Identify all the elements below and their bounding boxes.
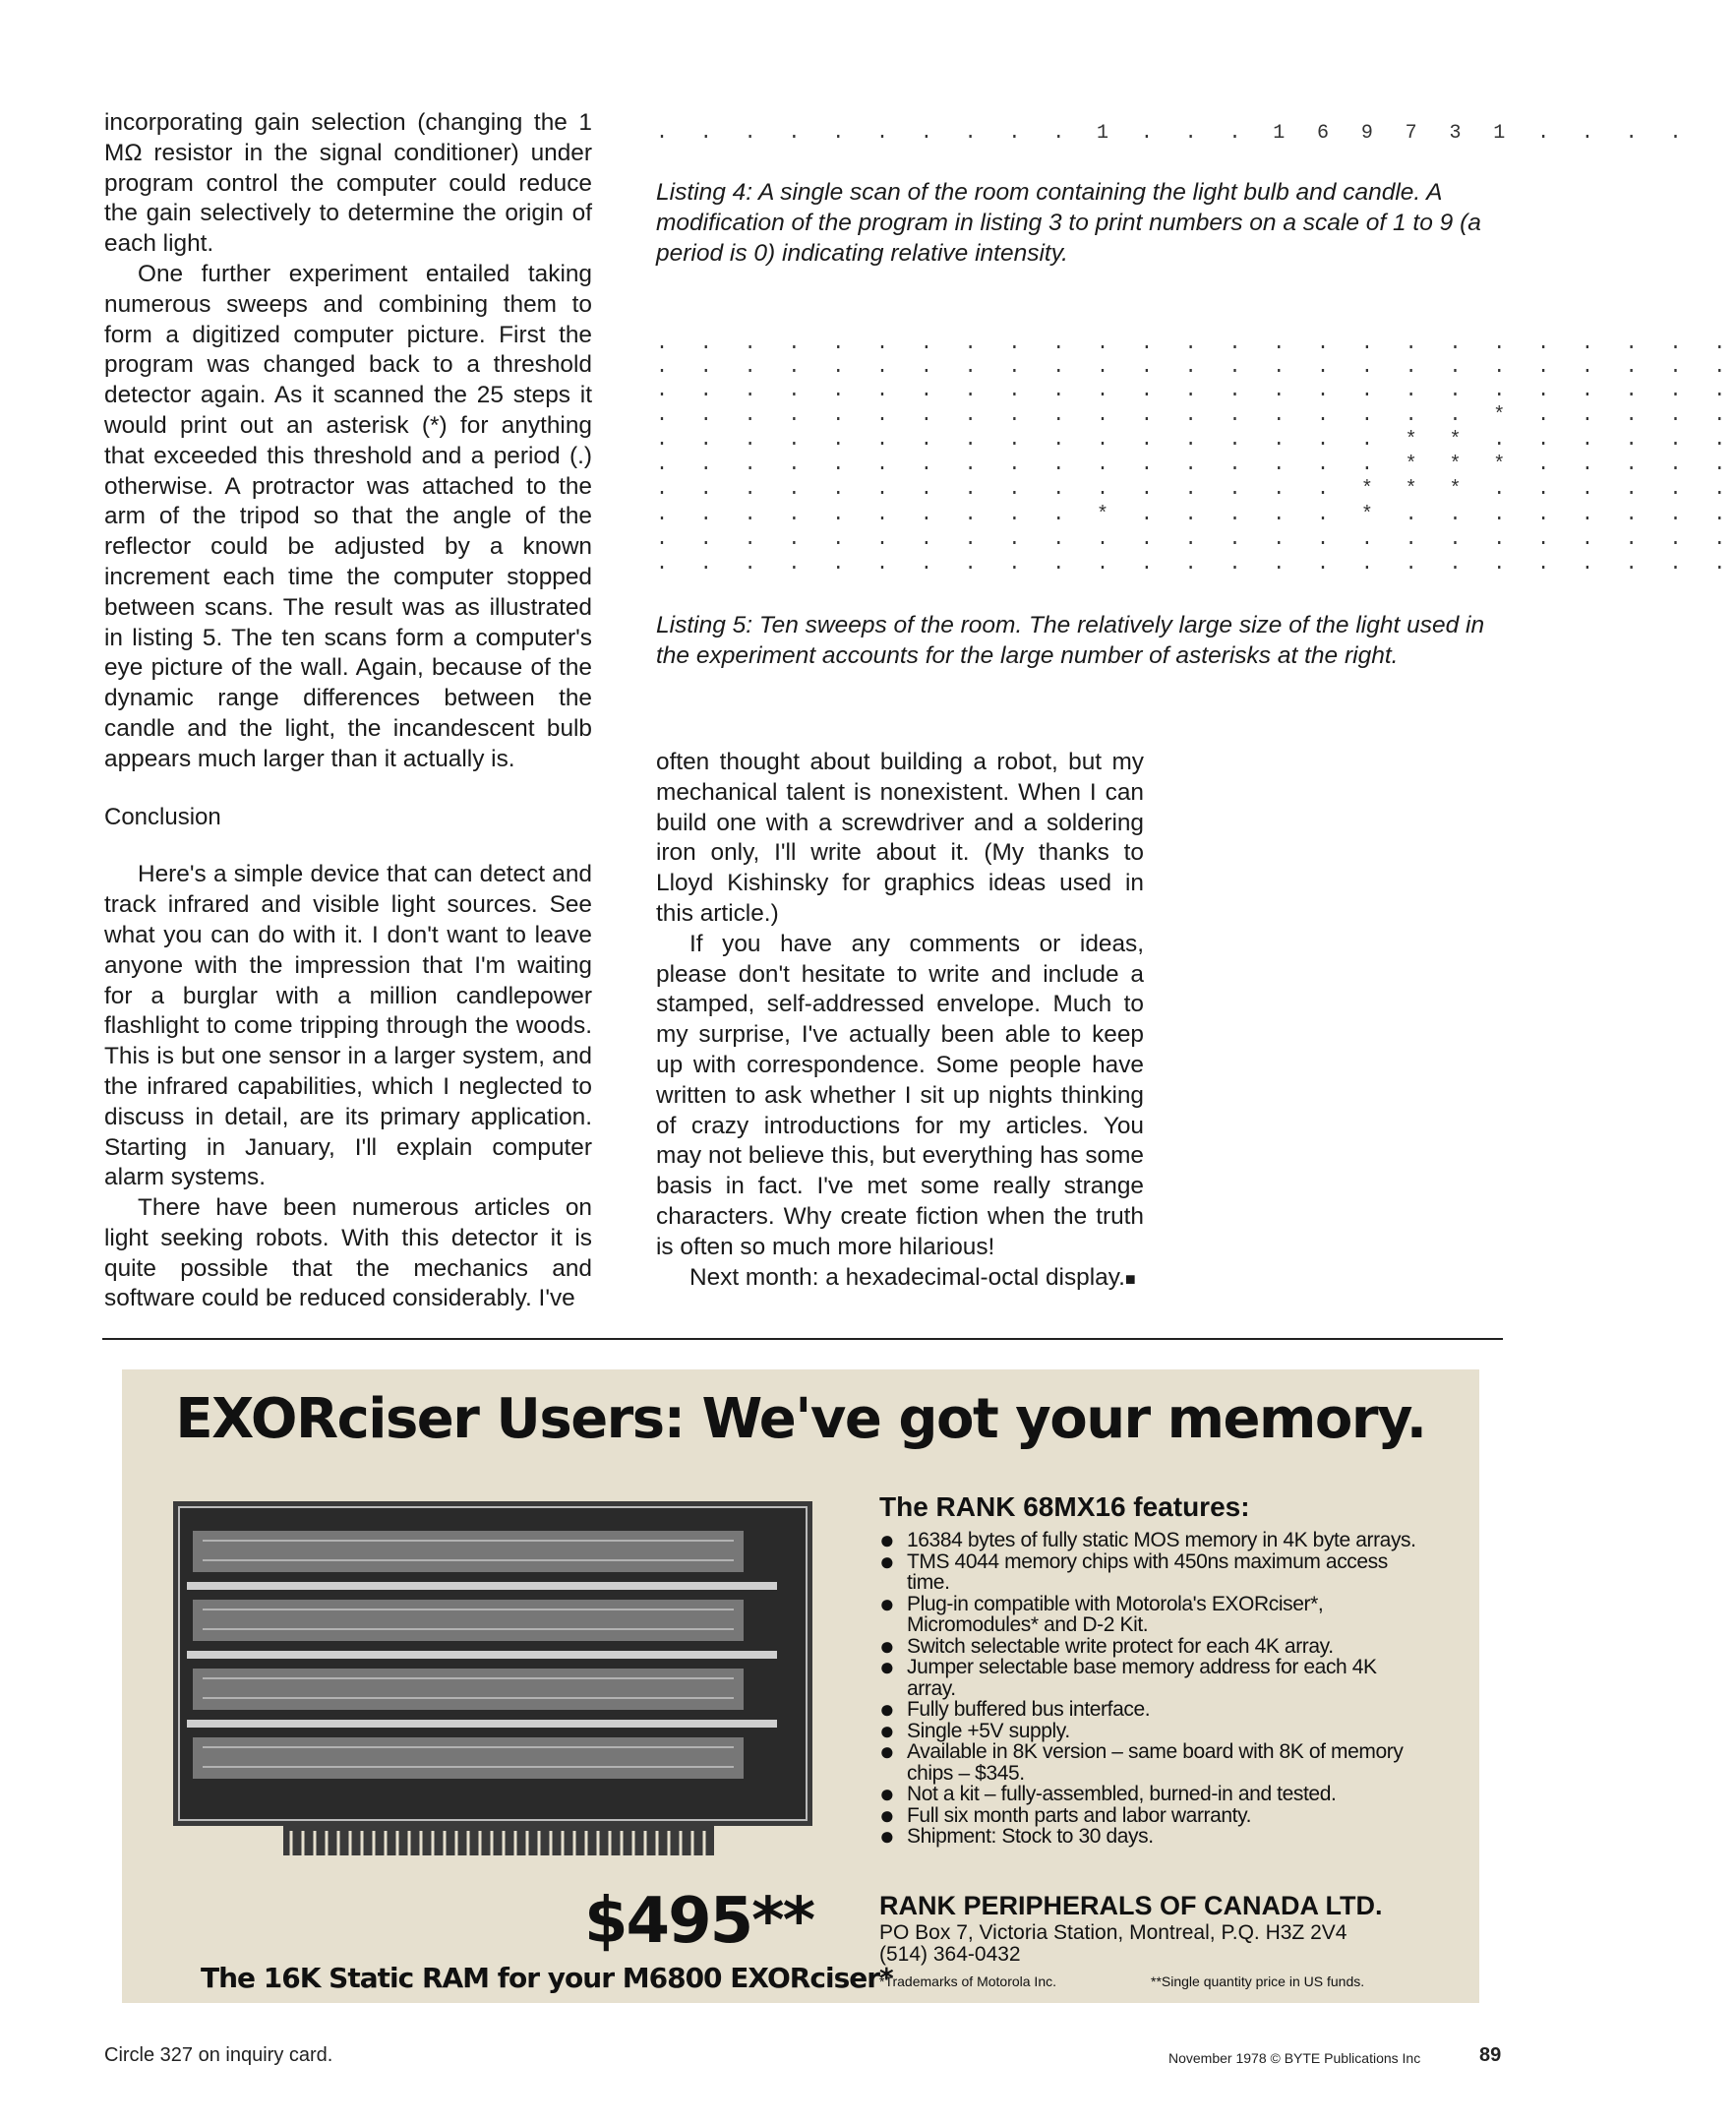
listing5-line: . . . . . . . . . . . . . . . . . . . * . . . . .	[656, 404, 1736, 427]
listing5-line: . . . . . . . . . . . . . . . . . * * . . . . . .	[656, 429, 1736, 452]
ad-tagline: The 16K Static RAM for your M6800 EXORciser*	[201, 1962, 893, 1994]
listing4-caption: Listing 4: A single scan of the room containing the light bulb and candle. A modification of the program in listing 3 to print numbers on a scale of 1 to 9 (a period is 0) indicating relative intensity.	[656, 179, 1481, 267]
feature-item: ● 16384 bytes of fully static MOS memory in 4K byte arrays.	[879, 1525, 1416, 1554]
feature-item: ● Plug-in compatible with Motorola's EXORciser*, Micromodules* and D-2 Kit.	[879, 1588, 1324, 1636]
bullet-icon: ●	[879, 1546, 895, 1576]
end-mark: ■	[1124, 1268, 1136, 1289]
listing5-line: . . . . . . . . . . . . . . . . . . . . . . . . .	[656, 380, 1736, 402]
feature-item: ● Switch selectable write protect for each 4K array.	[879, 1630, 1334, 1661]
feature-item: ● Not a kit – fully-assembled, burned-in and tested.	[879, 1779, 1337, 1808]
feature-item: ● Jumper selectable base memory address for each 4K array.	[879, 1652, 1377, 1700]
inquiry-note: Circle 327 on inquiry card.	[104, 2044, 333, 2066]
bullet-icon: ●	[879, 1630, 895, 1661]
section-heading: Conclusion	[104, 803, 221, 830]
bullet-icon: ●	[879, 1799, 895, 1830]
memory-board-photo	[173, 1501, 812, 1875]
divider-rule	[102, 1338, 1503, 1340]
feature-item: ● Single +5V supply.	[879, 1715, 1070, 1745]
paragraph: There have been numerous articles on light seeking robots. With this detector it is quite possible that the mechanics and software could be reduced considerably. I've	[104, 1194, 592, 1312]
feature-item: ● Available in 8K version – same board with 8K of memory chips – $345.	[879, 1736, 1404, 1785]
listing5-line: . . . . . . . . . . . . . . . . . . . . . . . . .	[656, 528, 1736, 551]
company-name: RANK PERIPHERALS OF CANADA LTD.	[879, 1891, 1383, 1920]
bullet-icon: ●	[879, 1588, 895, 1618]
right-column	[656, 748, 1144, 1294]
paragraph: Here's a simple device that can detect and track infrared and visible light sources. See what you can do with it. I don't want to leave anyone with the impression that I'm waiting for a burglar with a million candlepower flashlight to come tripping through the woods. This is but one sensor in a larger system, and the infrared capabilities, which I neglected to discuss in detail, are its primary application. Starting in January, I'll explain computer alarm systems.	[104, 861, 592, 1191]
closing-line: Next month: a hexadecimal-octal display.	[689, 1263, 1125, 1291]
listing5-line: . . . . . . . . . . . . . . . . . . . . . . . . .	[656, 553, 1736, 576]
feature-item: ● Full six month parts and labor warranty.	[879, 1799, 1252, 1830]
listing5-line: . . . . . . . . . . . . . . . . . . . . . . . . .	[656, 333, 1736, 355]
company-address	[879, 1922, 1347, 1966]
bullet-icon: ●	[879, 1715, 895, 1745]
bullet-icon: ●	[879, 1736, 895, 1766]
bullet-icon: ●	[879, 1694, 895, 1724]
issue-credit: November 1978 © BYTE Publications Inc	[1168, 2050, 1421, 2066]
paragraph: often thought about building a robot, but my mechanical talent is nonexistent. When I can build one with a screwdriver and a soldering iron only, I'll write about it. (My thanks to Lloyd Kishinsky for graphics ideas used in this article.)	[656, 749, 1144, 927]
ad-headline: EXORciser Users: We've got your memory.	[175, 1387, 1426, 1451]
bullet-icon: ●	[879, 1652, 895, 1681]
feature-item: ● Shipment: Stock to 30 days.	[879, 1821, 1154, 1851]
listing5-line: . . . . . . . . . . . . . . . . * * * . . . . . .	[656, 478, 1736, 501]
bullet-icon: ●	[879, 1779, 895, 1808]
advertisement	[122, 1369, 1479, 2003]
address-line: PO Box 7, Victoria Station, Montreal, P.Q. H3Z 2V4	[879, 1921, 1347, 1944]
paragraph	[656, 1263, 1144, 1295]
trademark-note: *Trademarks of Motorola Inc.	[879, 1973, 1056, 1989]
phone-number: (514) 364-0432	[879, 1943, 1021, 1966]
price-note: **Single quantity price in US funds.	[1151, 1973, 1365, 1989]
features-title: The RANK 68MX16 features:	[879, 1491, 1250, 1522]
page-number: 89	[1479, 2044, 1502, 2066]
listing5-caption: Listing 5: Ten sweeps of the room. The relatively large size of the light used in the experiment accounts for the large number of asterisks at the right.	[656, 612, 1485, 669]
price: $495**	[584, 1885, 814, 1958]
paragraph: incorporating gain selection (changing the 1 MΩ resistor in the signal conditioner) under program control the computer could reduce the gain selectively to determine the origin of each light.	[104, 109, 592, 258]
listing5-line: . . . . . . . . . . . . . . . . . * * * . . . . .	[656, 454, 1736, 476]
left-column	[104, 108, 592, 1314]
feature-item: ● Fully buffered bus interface.	[879, 1694, 1151, 1724]
listing5-line: . . . . . . . . . . * . . . . . * . . . . . . . .	[656, 504, 1736, 526]
bullet-icon: ●	[879, 1821, 895, 1851]
feature-item: ● TMS 4044 memory chips with 450ns maximum access time.	[879, 1546, 1388, 1594]
bullet-icon: ●	[879, 1525, 895, 1554]
paragraph: If you have any comments or ideas, please don't hesitate to write and include a stamped, self-addressed envelope. Much to my surprise, I've actually been able to keep up with correspondence. Some people have written to ask whether I sit up nights thinking of crazy introductions for my articles. You may not believe this, but everything has some basis in fact. I've met some really strange characters. Why create fiction when the truth is often so much more hilarious!	[656, 930, 1144, 1260]
listing5-line: . . . . . . . . . . . . . . . . . . . . . . . . .	[656, 356, 1736, 379]
paragraph: One further experiment entailed taking numerous sweeps and combining them to form a digitized computer picture. First the program was changed back to a threshold detector again. As it scanned the 25 steps it would print out an asterisk (*) for anything that exceeded this threshold and a period (.) otherwise. A protractor was attached to the arm of the tripod so that the angle of the reflector could be adjusted by a known increment each time the computer stopped between scans. The result was as illustrated in listing 5. The ten scans form a computer's eye picture of the wall. Again, because of the dynamic range differences between the candle and the light, the incandescent bulb appears much larger than it actually is.	[104, 260, 592, 772]
listing4-scan-line: . . . . . . . . . . 1 . . . 1 6 9 7 3 1 . . . .	[656, 122, 1692, 145]
features-list	[879, 1525, 1430, 1851]
